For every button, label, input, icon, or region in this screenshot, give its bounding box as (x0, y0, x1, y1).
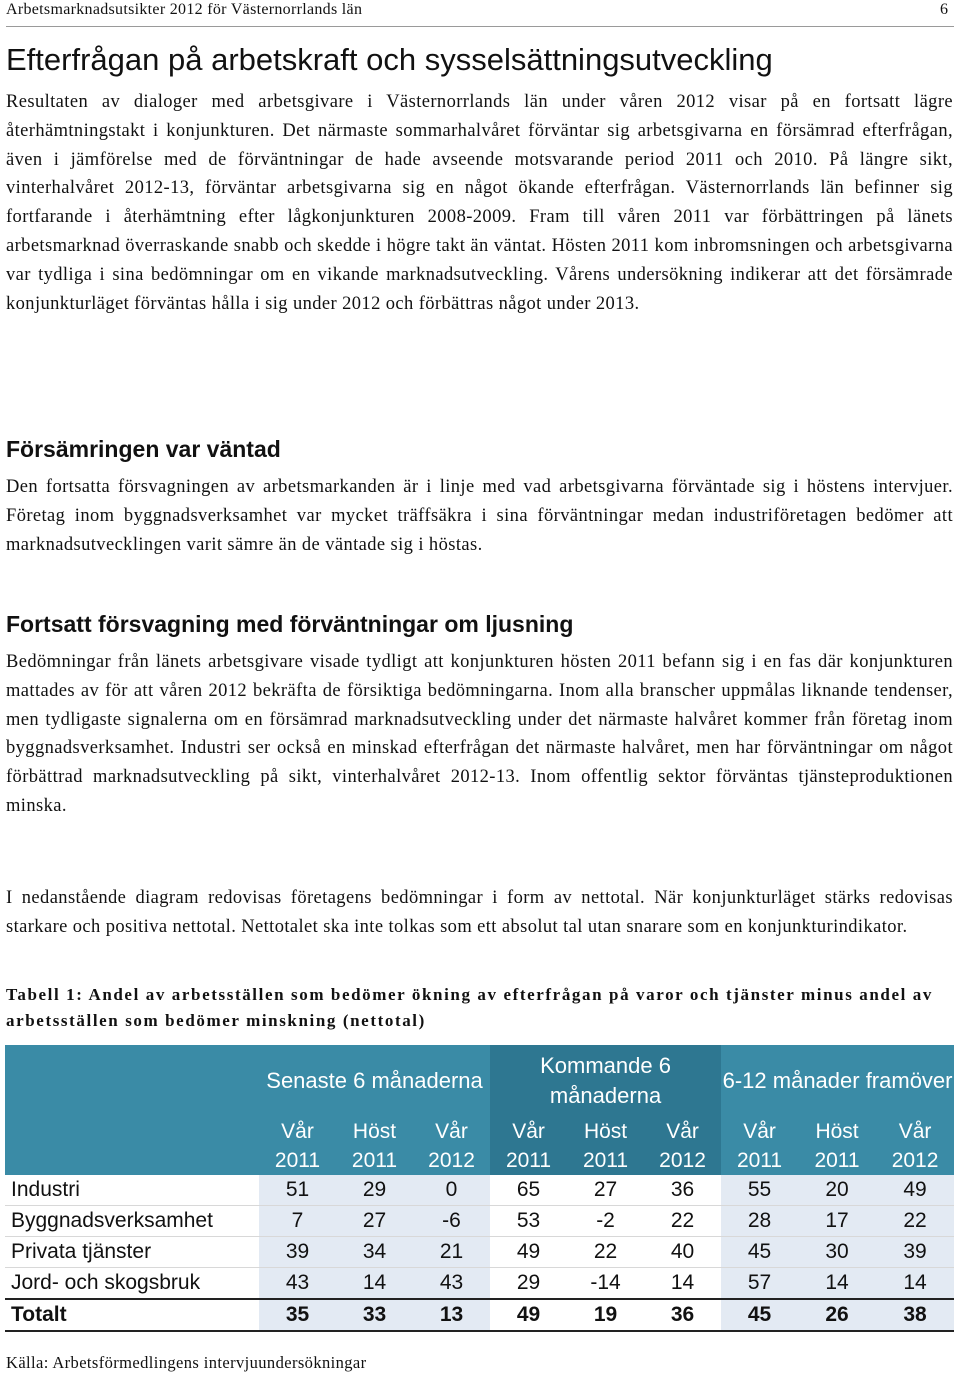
running-header (6, 0, 954, 27)
period-season: Vår (435, 1120, 468, 1143)
table-cell: 36 (644, 1175, 721, 1206)
table-cell: 14 (876, 1268, 954, 1300)
table-cell: 22 (644, 1206, 721, 1237)
table-corner-cell (5, 1045, 259, 1117)
table-cell: 28 (721, 1206, 798, 1237)
period-year: 2012 (891, 1149, 939, 1172)
table-cell: 34 (336, 1237, 413, 1268)
table-cell: 14 (644, 1268, 721, 1300)
section-heading-1: Försämringen var väntad (6, 436, 281, 462)
table-cell: 22 (567, 1237, 644, 1268)
period-header (721, 1117, 798, 1175)
net-figures-table-wrapper (5, 1045, 954, 1332)
table-cell: 36 (644, 1299, 721, 1331)
table-body (5, 1175, 954, 1331)
table-cell: 65 (490, 1175, 567, 1206)
group-header: 6-12 månader framöver (721, 1045, 954, 1117)
table-cell: 35 (259, 1299, 336, 1331)
period-year: 2011 (582, 1149, 629, 1172)
table-cell: 27 (336, 1206, 413, 1237)
table-cell: 20 (798, 1175, 876, 1206)
table-corner-cell (5, 1117, 259, 1175)
period-season: Vår (666, 1120, 699, 1143)
period-header (644, 1117, 721, 1175)
table-cell: 49 (490, 1237, 567, 1268)
table-cell: 39 (259, 1237, 336, 1268)
group-header: Senaste 6 månaderna (259, 1045, 490, 1117)
table-row (5, 1175, 954, 1206)
period-header (336, 1117, 413, 1175)
row-label: Byggnadsverksamhet (5, 1206, 259, 1237)
period-year: 2011 (274, 1149, 321, 1172)
group-header: Kommande 6 månaderna (490, 1045, 721, 1117)
table-cell: -6 (413, 1206, 490, 1237)
table-cell: 43 (413, 1268, 490, 1300)
table-cell: 17 (798, 1206, 876, 1237)
period-header (413, 1117, 490, 1175)
table-cell: 51 (259, 1175, 336, 1206)
document-title: Arbetsmarknadsutsikter 2012 för Västernorrlands län (6, 1, 363, 18)
table-cell: 33 (336, 1299, 413, 1331)
period-header (876, 1117, 954, 1175)
period-year: 2012 (428, 1149, 475, 1172)
table-row (5, 1206, 954, 1237)
table-cell: 14 (336, 1268, 413, 1300)
table-group-header-row (5, 1045, 954, 1117)
table-cell: 57 (721, 1268, 798, 1300)
table-cell: 45 (721, 1299, 798, 1331)
page-number: 6 (940, 1, 948, 18)
table-cell: 40 (644, 1237, 721, 1268)
period-season: Vår (743, 1120, 776, 1143)
table-cell: 29 (336, 1175, 413, 1206)
period-year: 2011 (351, 1149, 398, 1172)
table-cell: 38 (876, 1299, 954, 1331)
table-cell: 29 (490, 1268, 567, 1300)
period-year: 2012 (659, 1149, 706, 1172)
table-cell: 30 (798, 1237, 876, 1268)
period-season: Höst (352, 1120, 397, 1143)
row-label: Privata tjänster (5, 1237, 259, 1268)
period-season: Vår (898, 1120, 932, 1143)
table-cell: 43 (259, 1268, 336, 1300)
section-heading-2: Fortsatt försvagning med förväntningar om ljusning (6, 611, 574, 637)
table-cell: 14 (798, 1268, 876, 1300)
table-cell: -2 (567, 1206, 644, 1237)
period-season: Vår (281, 1120, 314, 1143)
table-row (5, 1237, 954, 1268)
table-cell: 26 (798, 1299, 876, 1331)
period-season: Höst (583, 1120, 628, 1143)
row-label: Totalt (5, 1299, 259, 1331)
table-source: Källa: Arbetsförmedlingens intervjuundersökningar (6, 1353, 367, 1372)
table-cell: 49 (876, 1175, 954, 1206)
table-cell: 49 (490, 1299, 567, 1331)
period-season: Höst (815, 1120, 859, 1143)
row-label: Jord- och skogsbruk (5, 1268, 259, 1300)
section-2-paragraph-2: I nedanstående diagram redovisas företagens bedömningar i form av nettotal. När konjunkturläget stärks redovisas starkare och positiva nettotal. Nettotalet ska inte tolkas som ett absolut tal utan snarare som en konjunkturindikator. (6, 888, 953, 937)
table-cell: 27 (567, 1175, 644, 1206)
table-period-header-row (5, 1117, 954, 1175)
period-header (567, 1117, 644, 1175)
net-figures-table (5, 1045, 954, 1332)
table-cell: 21 (413, 1237, 490, 1268)
table-cell: 45 (721, 1237, 798, 1268)
table-cell: 39 (876, 1237, 954, 1268)
period-header (798, 1117, 876, 1175)
row-label: Industri (5, 1175, 259, 1206)
period-year: 2011 (814, 1149, 860, 1172)
period-year: 2011 (736, 1149, 783, 1172)
table-cell: -14 (567, 1268, 644, 1300)
intro-paragraph: Resultaten av dialoger med arbetsgivare i Västernorrlands län under våren 2012 visar på en fortsatt lägre återhämtningstakt i konjunkturen. Det närmaste sommarhalvåret förväntar sig arbetsgivarna en försämrad efterfrågan, även i jämförelse med de förväntningar de hade avseende motsvarande period 2011 och 2010. På längre sikt, vinterhalvåret 2012-13, förväntar arbetsgivarna sig en något ökande efterfrågan. Västernorrlands län befinner sig fortfarande i återhämtning efter lågkonjunkturen 2008-2009. Fram till våren 2011 var förbättringen på länets arbetsmarknad överraskande snabb och skedde i högre takt än väntat. Hösten 2011 kom inbromsningen och arbetsgivarna var tydliga i sina bedömningar om en vikande marknadsutveckling. Vårens undersökning indikerar att det försämrade konjunkturläget förväntas hålla i sig under 2012 och förbättras något under 2013. (6, 92, 953, 314)
period-season: Vår (512, 1120, 545, 1143)
table-cell: 0 (413, 1175, 490, 1206)
table-cell: 22 (876, 1206, 954, 1237)
period-header (259, 1117, 336, 1175)
period-header (490, 1117, 567, 1175)
table-cell: 55 (721, 1175, 798, 1206)
table-cell: 19 (567, 1299, 644, 1331)
table-cell: 7 (259, 1206, 336, 1237)
section-2-paragraph-1: Bedömningar från länets arbetsgivare visade tydligt att konjunkturen hösten 2011 befann sig i en fas där konjunkturen mattades av för att våren 2012 bekräfta de försiktiga bedömningarna. Inom alla branscher uppmålas liknande tendenser, men tydligaste signalerna om en försämrad marknadsutveckling under det närmaste halvåret kommer från företag inom byggnadsverksamhet. Industri ser också en minskad efterfrågan det närmaste halvåret, men har förväntningar om något förbättrad marknadsutveckling på sikt, vinterhalvåret 2012-13. Inom offentlig sektor förväntas tjänsteproduktionen minska. (6, 652, 953, 816)
table-row (5, 1268, 954, 1300)
table-caption: Tabell 1: Andel av arbetsställen som bedömer ökning av efterfrågan på varor och tjänster minus andel av arbetsställen som bedömer minskning (nettotal) (6, 985, 933, 1030)
table-cell: 13 (413, 1299, 490, 1331)
table-row (5, 1299, 954, 1331)
page-title: Efterfrågan på arbetskraft och sysselsättningsutveckling (6, 42, 773, 77)
table-cell: 53 (490, 1206, 567, 1237)
section-1-paragraph: Den fortsatta försvagningen av arbetsmarkanden är i linje med vad arbetsgivarna förväntade sig i höstens intervjuer. Företag inom byggnadsverksamhet var mycket träffsäkra i sina förväntningar medan industriföretagen bedömer att marknadsutvecklingen varit sämre än de väntade sig i höstas. (6, 477, 953, 555)
period-year: 2011 (505, 1149, 552, 1172)
